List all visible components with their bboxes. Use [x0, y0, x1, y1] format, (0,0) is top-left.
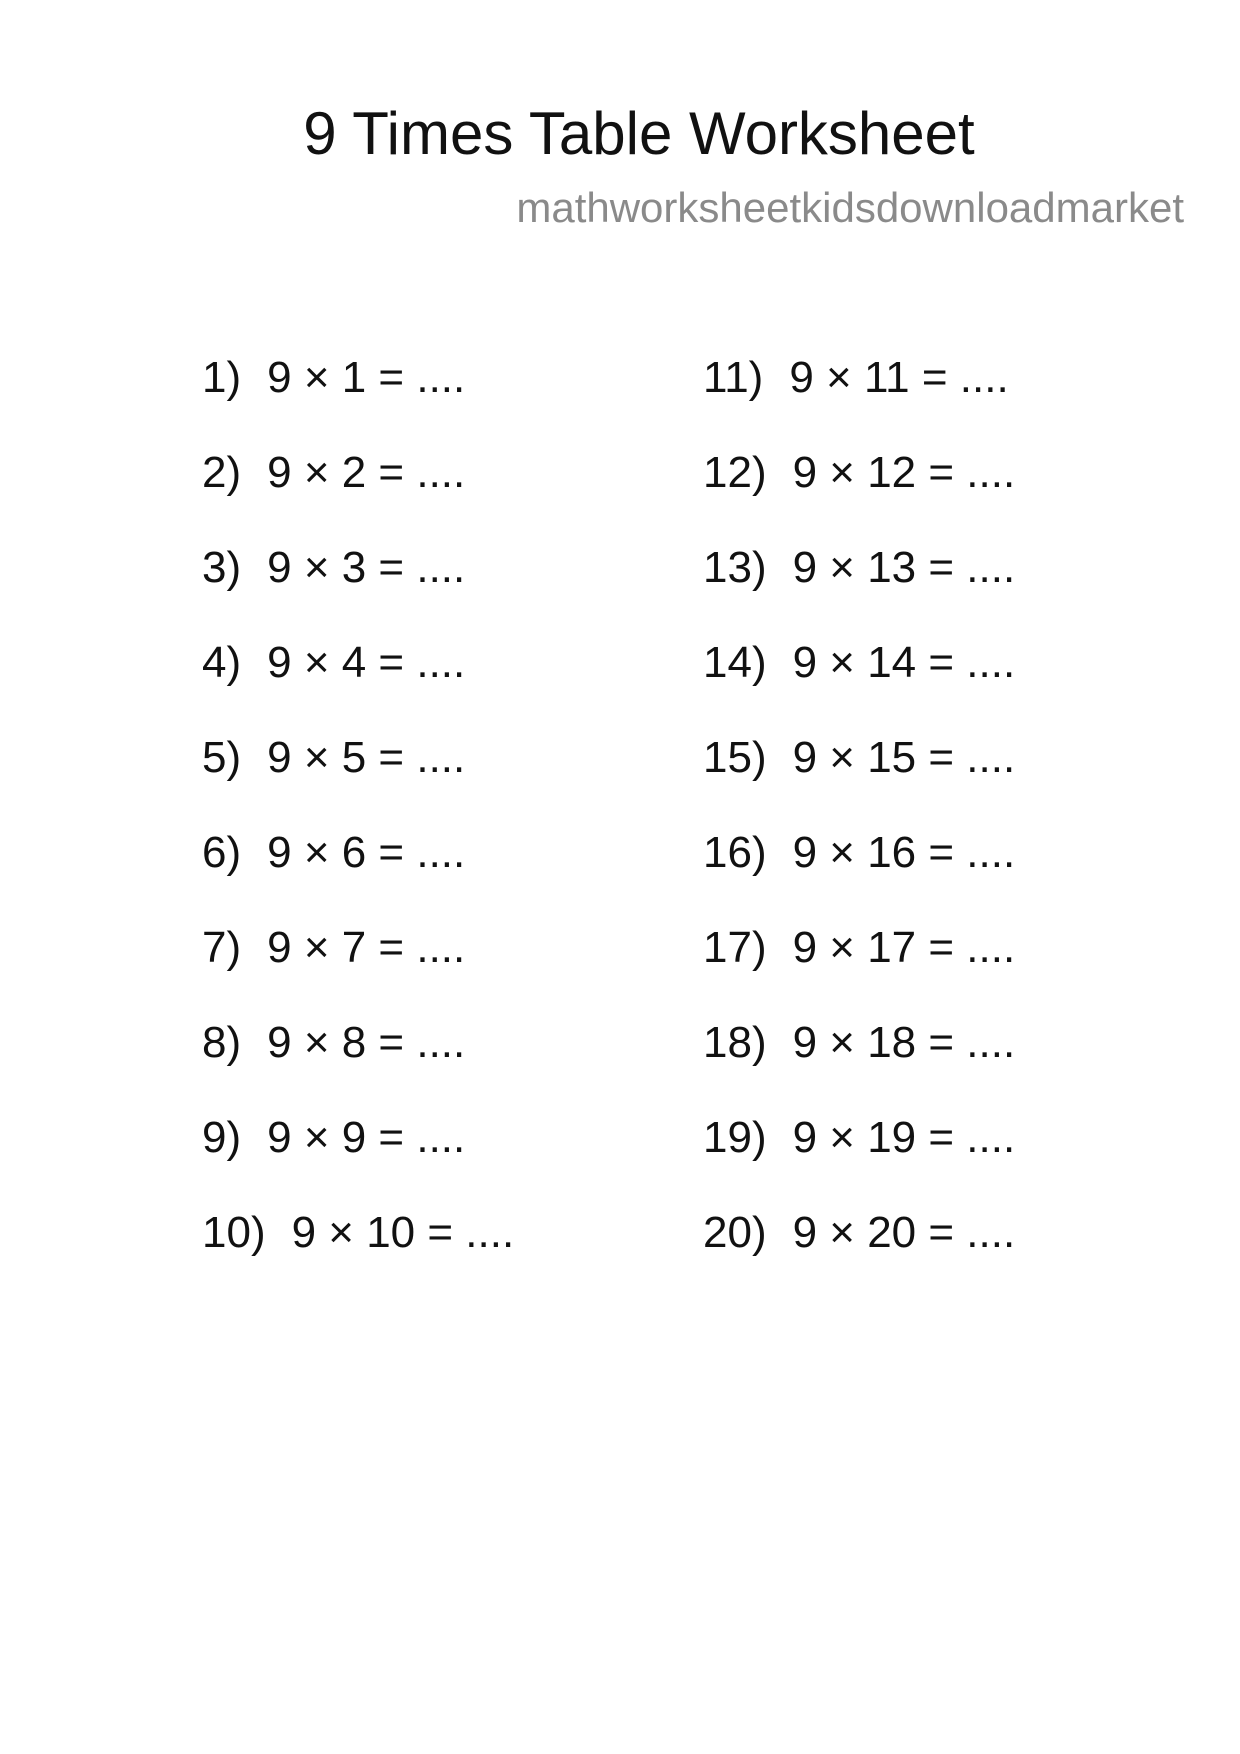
- problem-number: 7): [202, 923, 242, 972]
- problem-number: 16): [703, 828, 767, 877]
- problem-item: [202, 1203, 514, 1298]
- problem-item: [703, 443, 1015, 538]
- problem-item: [202, 348, 514, 443]
- problem-number: 13): [703, 543, 767, 592]
- problem-expression: 9 × 9 = ....: [267, 1113, 466, 1162]
- problem-item: [703, 538, 1015, 633]
- problem-number: 9): [202, 1113, 242, 1162]
- problem-number: 2): [202, 448, 242, 497]
- problem-expression: 9 × 5 = ....: [267, 733, 466, 782]
- problem-item: [703, 633, 1015, 728]
- page-title: 9 Times Table Worksheet: [303, 100, 975, 167]
- problem-expression: 9 × 3 = ....: [267, 543, 466, 592]
- problem-item: [703, 823, 1015, 918]
- problem-item: [703, 918, 1015, 1013]
- problem-number: 15): [703, 733, 767, 782]
- problem-number: 8): [202, 1018, 242, 1067]
- problem-expression: 9 × 18 = ....: [792, 1018, 1016, 1067]
- problem-expression: 9 × 11 = ....: [789, 353, 1009, 402]
- problem-item: [703, 1108, 1015, 1203]
- problem-expression: 9 × 16 = ....: [792, 828, 1016, 877]
- problem-expression: 9 × 20 = ....: [792, 1208, 1016, 1257]
- problem-item: [202, 918, 514, 1013]
- problem-number: 14): [703, 638, 767, 687]
- problem-expression: 9 × 17 = ....: [792, 923, 1016, 972]
- problem-expression: 9 × 1 = ....: [267, 353, 466, 402]
- problem-item: [202, 823, 514, 918]
- problem-item: [202, 1108, 514, 1203]
- problem-expression: 9 × 8 = ....: [267, 1018, 466, 1067]
- problem-item: [703, 1013, 1015, 1108]
- problem-number: 3): [202, 543, 242, 592]
- problem-number: 10): [202, 1208, 266, 1257]
- problem-number: 20): [703, 1208, 767, 1257]
- problem-expression: 9 × 4 = ....: [267, 638, 466, 687]
- problem-column-left: [202, 348, 514, 1298]
- problem-item: [202, 538, 514, 633]
- problem-number: 17): [703, 923, 767, 972]
- problem-number: 4): [202, 638, 242, 687]
- problem-item: [202, 443, 514, 538]
- problem-item: [703, 348, 1015, 443]
- problem-item: [703, 1203, 1015, 1298]
- problem-number: 11): [703, 353, 764, 402]
- problem-expression: 9 × 12 = ....: [792, 448, 1016, 497]
- problem-item: [703, 728, 1015, 823]
- problem-item: [202, 728, 514, 823]
- problem-expression: 9 × 6 = ....: [267, 828, 466, 877]
- problem-number: 6): [202, 828, 242, 877]
- problem-number: 12): [703, 448, 767, 497]
- problem-expression: 9 × 10 = ....: [291, 1208, 515, 1257]
- problem-number: 1): [202, 353, 242, 402]
- problem-item: [202, 633, 514, 728]
- problem-expression: 9 × 14 = ....: [792, 638, 1016, 687]
- problem-number: 5): [202, 733, 242, 782]
- problem-number: 18): [703, 1018, 767, 1067]
- problem-number: 19): [703, 1113, 767, 1162]
- problem-expression: 9 × 2 = ....: [267, 448, 466, 497]
- problem-item: [202, 1013, 514, 1108]
- problem-expression: 9 × 13 = ....: [792, 543, 1016, 592]
- problem-expression: 9 × 19 = ....: [792, 1113, 1016, 1162]
- problem-column-right: [703, 348, 1015, 1298]
- problem-expression: 9 × 7 = ....: [267, 923, 466, 972]
- page-subtitle: mathworksheetkidsdownloadmarket: [516, 184, 1184, 231]
- problem-expression: 9 × 15 = ....: [792, 733, 1016, 782]
